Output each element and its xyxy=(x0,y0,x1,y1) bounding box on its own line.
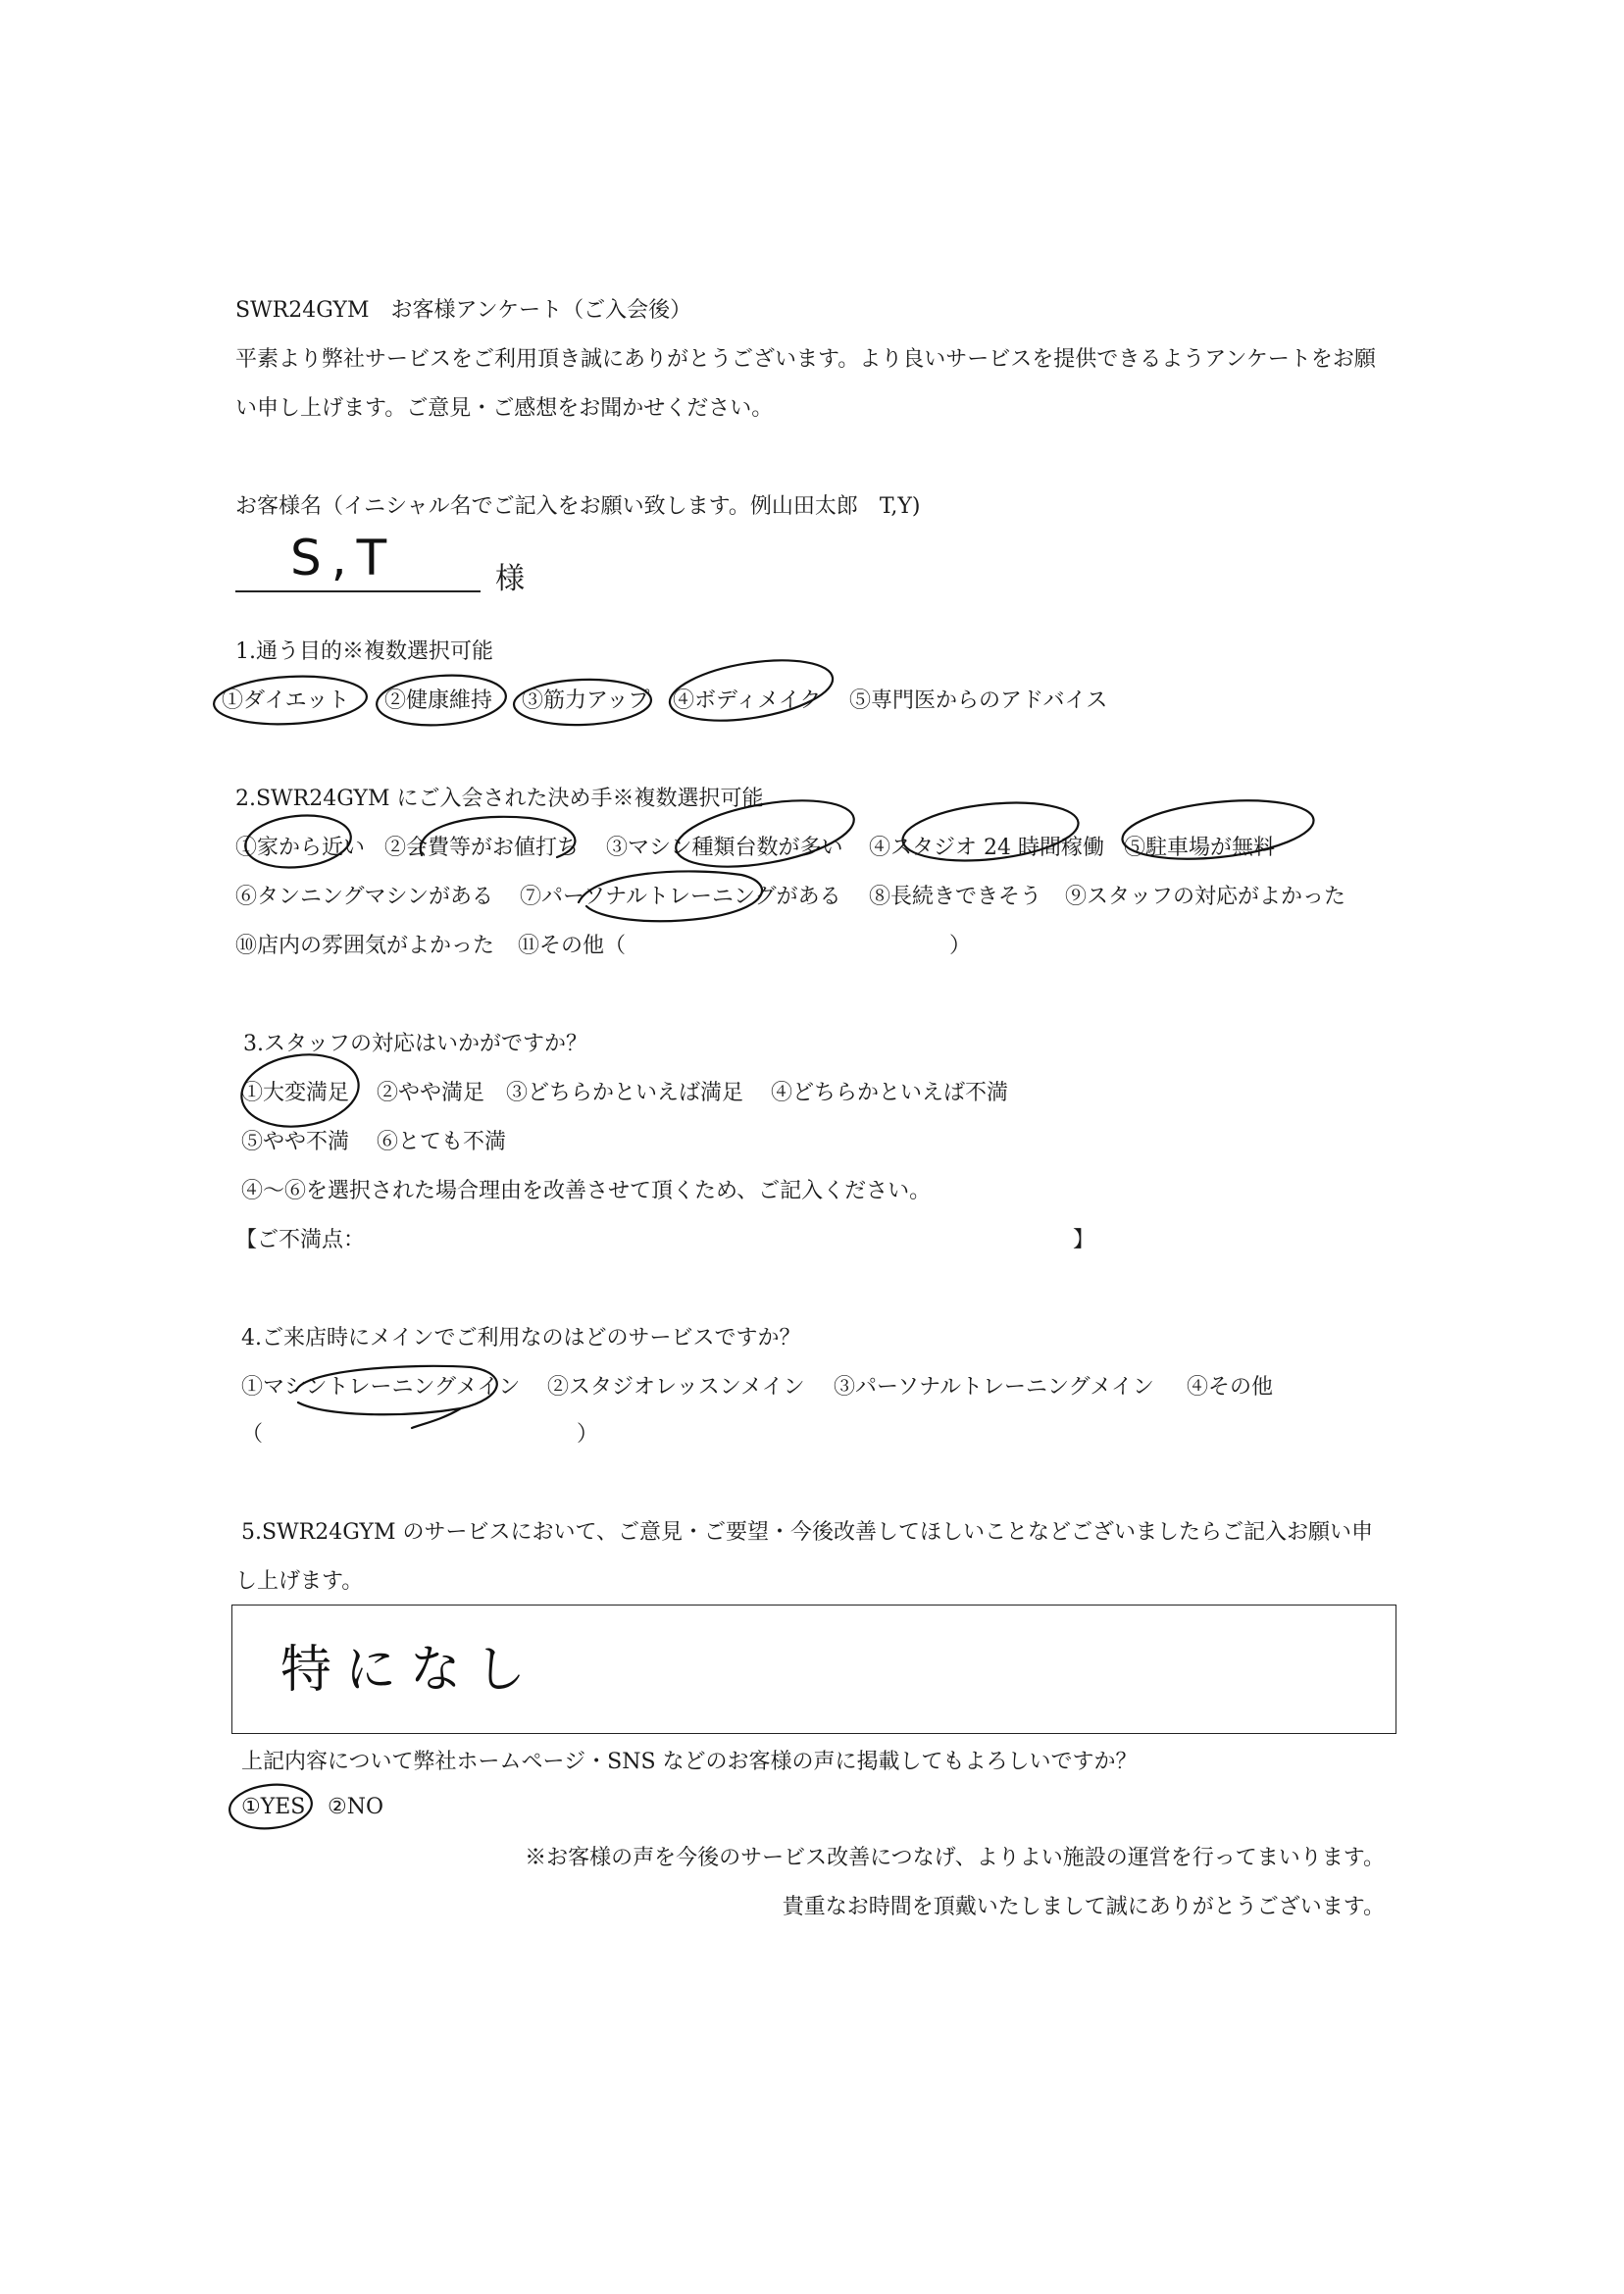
q1-option-3[interactable]: ③筋力アップ xyxy=(522,688,650,713)
footer-line-2: 貴重なお時間を頂戴いたしまして誠にありがとうございます。 xyxy=(782,1895,1385,1919)
q3-title: 3.スタッフの対応はいかがですか？ xyxy=(243,1032,587,1056)
q4-option-4[interactable]: ④その他 xyxy=(1187,1375,1274,1400)
consent-yes[interactable]: ①YES xyxy=(241,1795,306,1819)
q2-option-8[interactable]: ⑧長続きできそう xyxy=(869,885,1042,909)
q2-option-1[interactable]: ①家から近い xyxy=(235,836,366,860)
survey-title: SWR24GYM お客様アンケート（ご入会後） xyxy=(235,298,692,323)
q2-option-2[interactable]: ②会費等がお値打ち xyxy=(384,836,580,860)
q4-title: 4.ご来店時にメインでご利用なのはどのサービスですか？ xyxy=(241,1326,801,1351)
q2-option-10[interactable]: ⑩店内の雰囲気がよかった xyxy=(235,934,495,958)
name-label: お客様名（イニシャル名でご記入をお願い致します。例山田太郎 T,Y) xyxy=(235,494,921,519)
q4-option-1[interactable]: ①マシントレーニングメイン xyxy=(241,1375,521,1400)
name-underline xyxy=(235,590,481,592)
q2-other-close: ） xyxy=(949,934,972,958)
q3-option-5[interactable]: ⑤やや不満 xyxy=(241,1130,350,1154)
q1-option-1[interactable]: ①ダイエット xyxy=(222,688,350,713)
q5-handwritten-answer: 特になし xyxy=(280,1641,540,1700)
intro-line-2: い申し上げます。ご意見・ご感想をお聞かせください。 xyxy=(235,396,774,421)
q2-title: 2.SWR24GYM にご入会された決め手※複数選択可能 xyxy=(235,787,764,811)
name-suffix: 様 xyxy=(495,562,525,596)
q4-other-close: ） xyxy=(577,1422,599,1447)
consent-no[interactable]: ②NO xyxy=(328,1795,384,1819)
q3-option-2[interactable]: ②やや満足 xyxy=(377,1081,485,1105)
q5-title-line-2: し上げます。 xyxy=(235,1569,364,1594)
q2-option-3[interactable]: ③マシン種類台数が多い xyxy=(606,836,843,860)
q1-option-4[interactable]: ④ボディメイク xyxy=(673,688,822,713)
q2-option-6[interactable]: ⑥タンニングマシンがある xyxy=(235,885,494,909)
q4-option-2[interactable]: ②スタジオレッスンメイン xyxy=(547,1375,805,1400)
q3-complaint-open: 【ご不満点： xyxy=(235,1228,366,1252)
q2-option-11[interactable]: ⑪その他（ xyxy=(518,934,627,958)
q3-complaint-close: 】 xyxy=(1073,1228,1095,1252)
consent-question: 上記内容について弊社ホームページ・SNS などのお客様の声に掲載してもよろしいですか？ xyxy=(241,1750,1138,1774)
intro-line-1: 平素より弊社サービスをご利用頂き誠にありがとうございます。より良いサービスを提供できるようアンケートをお願 xyxy=(235,347,1376,372)
q3-option-3[interactable]: ③どちらかといえば満足 xyxy=(506,1081,744,1105)
q4-option-3[interactable]: ③パーソナルトレーニングメイン xyxy=(834,1375,1154,1400)
q1-option-2[interactable]: ②健康維持 xyxy=(384,688,493,713)
q4-other-open: （ xyxy=(241,1422,264,1447)
q2-option-4[interactable]: ④スタジオ 24 時間稼働 xyxy=(869,836,1104,860)
q2-option-9[interactable]: ⑨スタッフの対応がよかった xyxy=(1065,885,1346,909)
q3-option-6[interactable]: ⑥とても不満 xyxy=(377,1130,507,1154)
q2-option-7[interactable]: ⑦パーソナルトレーニングがある xyxy=(520,885,841,909)
q1-title: 1.通う目的※複数選択可能 xyxy=(235,639,493,664)
q3-option-4[interactable]: ④どちらかといえば不満 xyxy=(771,1081,1009,1105)
handwritten-name: S,T xyxy=(290,530,397,586)
q3-note: ④～⑥を選択された場合理由を改善させて頂くため、ご記入ください。 xyxy=(241,1179,932,1203)
q5-title-line-1: 5.SWR24GYM のサービスにおいて、ご意見・ご要望・今後改善してほしいことなどございましたらご記入お願い申 xyxy=(241,1520,1374,1545)
q3-option-1[interactable]: ①大変満足 xyxy=(241,1081,350,1105)
q2-option-5[interactable]: ⑤駐車場が無料 xyxy=(1124,836,1276,860)
q1-option-5[interactable]: ⑤専門医からのアドバイス xyxy=(849,688,1108,713)
footer-line-1: ※お客様の声を今後のサービス改善につなげ、よりよい施設の運営を行ってまいります。 xyxy=(525,1846,1385,1870)
